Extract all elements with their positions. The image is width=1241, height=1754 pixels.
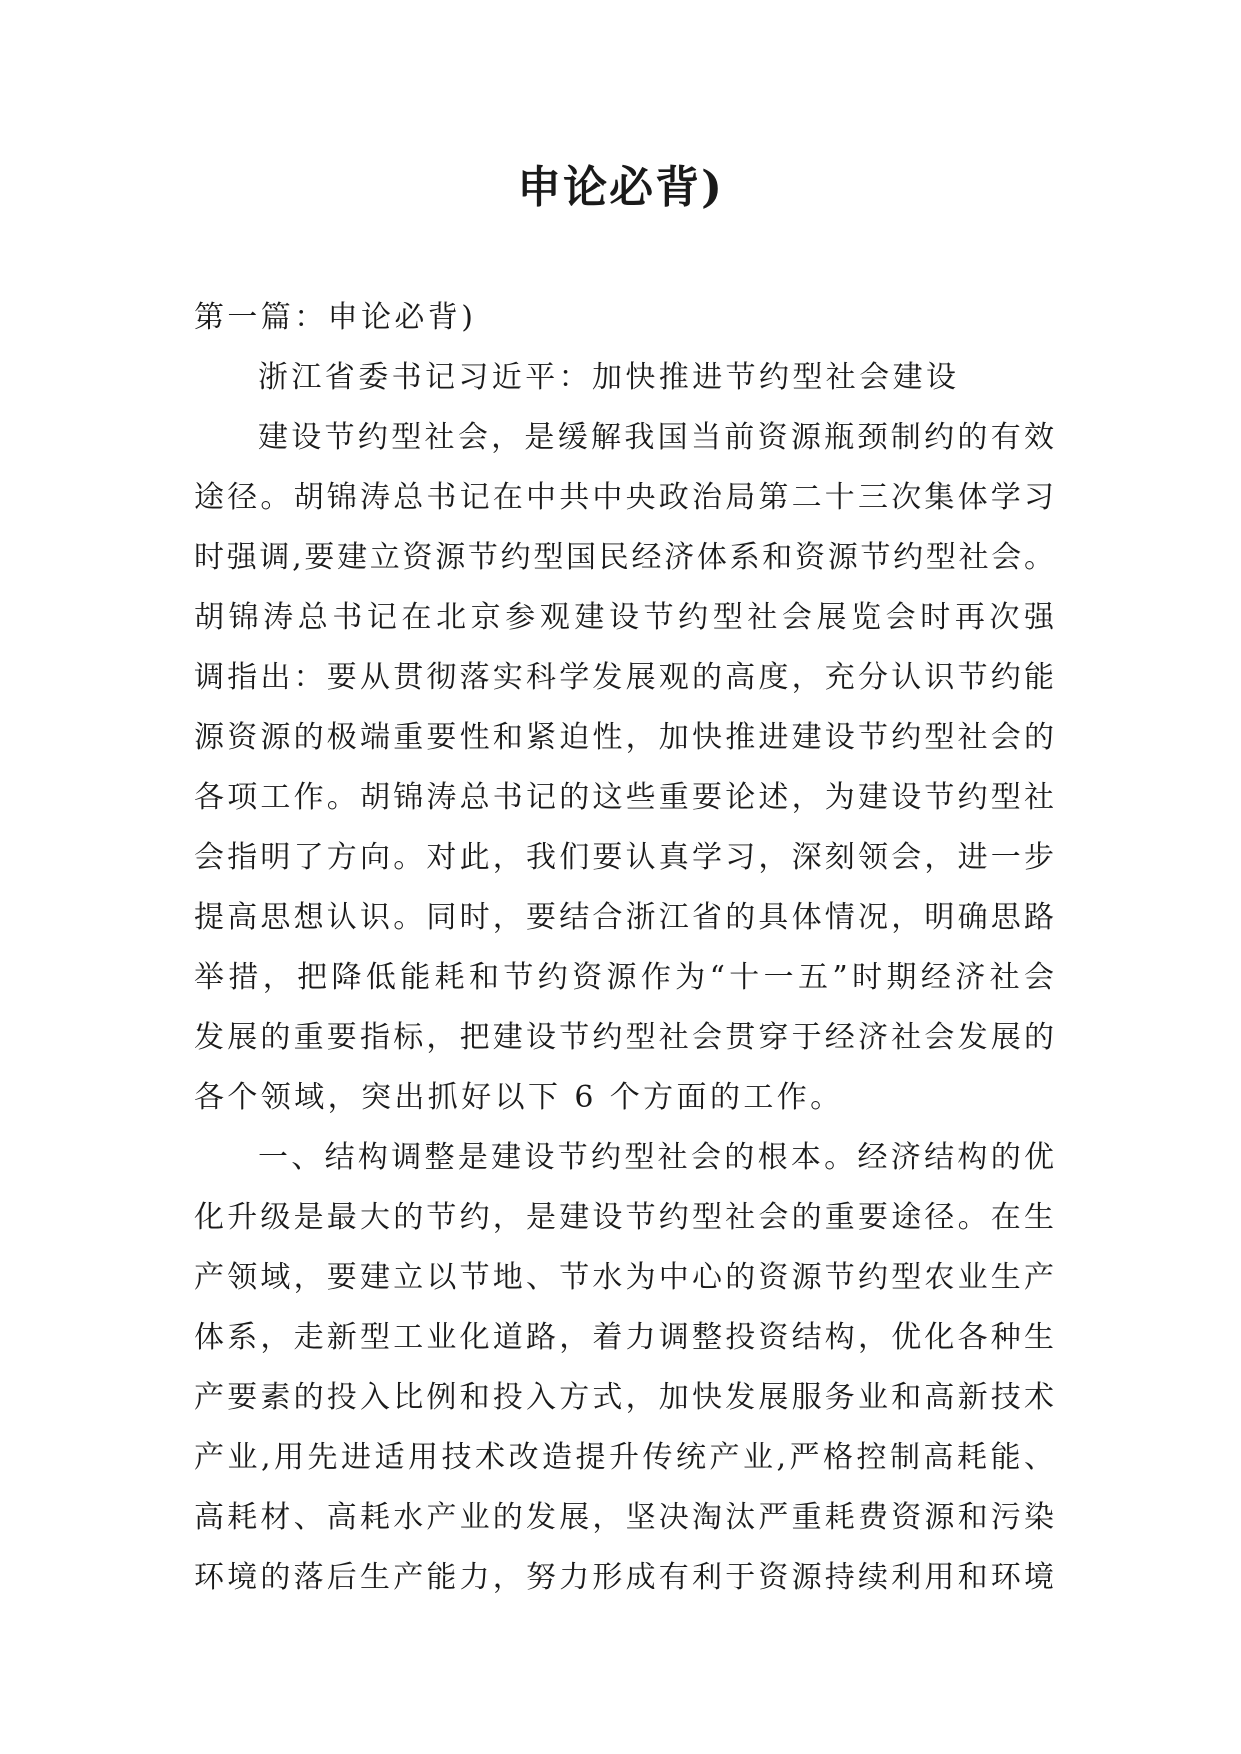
paragraph-line: 会指明了方向。对此，我们要认真学习，深刻领会，进一步 [194,840,1054,875]
paragraph-line: 途径。胡锦涛总书记在中共中央政治局第二十三次集体学习 [194,480,1054,515]
paragraph-line: 体系，走新型工业化道路，着力调整投资结构，优化各种生 [194,1320,1054,1355]
paragraph-line: 一、结构调整是建设节约型社会的根本。经济结构的优 [258,1140,1054,1175]
paragraph-line: 产业,用先进适用技术改造提升传统产业,严格控制高耗能、 [194,1440,1054,1475]
paragraph-line: 化升级是最大的节约，是建设节约型社会的重要途径。在生 [194,1200,1054,1235]
paragraph-line: 举措，把降低能耗和节约资源作为“十一五”时期经济社会 [194,960,1054,995]
paragraph-line: 时强调,要建立资源节约型国民经济体系和资源节约型社会。 [194,540,1054,575]
paragraph-line: 各项工作。胡锦涛总书记的这些重要论述，为建设节约型社 [194,780,1054,815]
document-body [194,288,1054,1608]
paragraph-line: 环境的落后生产能力，努力形成有利于资源持续利用和环境 [194,1560,1054,1595]
paragraph-line: 各个领域，突出抓好以下 6 个方面的工作。 [194,1080,844,1115]
paragraph-line: 高耗材、高耗水产业的发展，坚决淘汰严重耗费资源和污染 [194,1500,1054,1535]
article-heading: 浙江省委书记习近平：加快推进节约型社会建设 [258,360,960,395]
paragraph-line: 调指出：要从贯彻落实科学发展观的高度，充分认识节约能 [194,660,1054,695]
paragraph-line: 建设节约型社会，是缓解我国当前资源瓶颈制约的有效 [258,420,1054,455]
paragraph-line: 发展的重要指标，把建设节约型社会贯穿于经济社会发展的 [194,1020,1054,1055]
paragraph-line: 源资源的极端重要性和紧迫性，加快推进建设节约型社会的 [194,720,1054,755]
paragraph-line: 产要素的投入比例和投入方式，加快发展服务业和高新技术 [194,1380,1054,1415]
paragraph-line: 产领域，要建立以节地、节水为中心的资源节约型农业生产 [194,1260,1054,1295]
paragraph-line: 提高思想认识。同时，要结合浙江省的具体情况，明确思路 [194,900,1054,935]
paragraph-line: 胡锦涛总书记在北京参观建设节约型社会展览会时再次强 [194,600,1054,635]
document-title: 申论必背) [517,162,724,213]
chapter-heading: 第一篇：申论必背) [194,300,477,335]
